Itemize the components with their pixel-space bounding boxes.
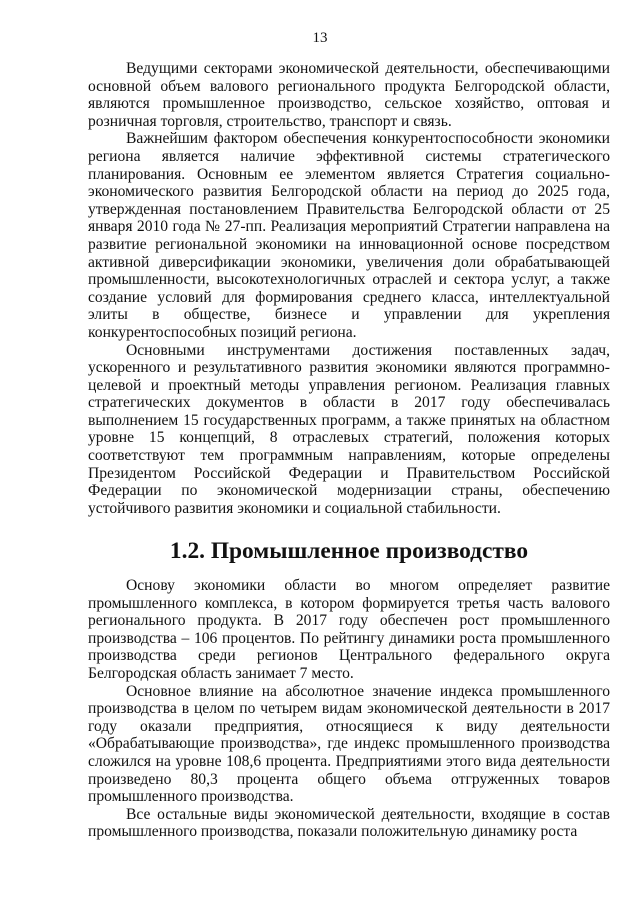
paragraph: Основными инструментами достижения поставленных задач, ускоренного и результативного развития экономики являются программно-целевой и проектный методы управления регионом. Реализация главных стратегических документов в области в 2017 году обеспечивалась выполнением 15 государственных программ, а также принятых на областном уровне 15 концепций, 8 отраслевых стратегий, положения которых соответствуют тем программным направлениям, которые определены Президентом Российской Федерации и Правительством Российской Федерации по экономической модернизации страны, обеспечению устойчивого развития экономики и социальной стабильности. (88, 341, 610, 517)
page-number: 13 (312, 30, 328, 46)
paragraph: Ведущими секторами экономической деятельности, обеспечивающими основной объем валового регионального продукта Белгородской области, являются промышленное производство, сельское хозяйство, оптовая и розничная торговля, строительство, транспорт и связь. (88, 60, 610, 130)
paragraph: Все остальные виды экономической деятельности, входящие в состав промышленного производства, показали положительную динамику роста (88, 805, 610, 841)
paragraph: Важнейшим фактором обеспечения конкурентоспособности экономики региона является наличие эффективной системы стратегического планирования. Основным ее элементом является Стратегия социально-экономического развития Белгородской области на период до 2025 года, утвержденная постановлением Правительства Белгородской области от 25 января 2010 года № 27-пп. Реализация мероприятий Стратегии направлена на развитие региональной экономики на инновационной основе посредством активной диверсификации экономики, увеличения доли обрабатывающей промышленности, высокотехнологичных отраслей и сектора услуг, а также создание условий для формирования среднего класса, интеллектуальной элиты в обществе, бизнесе и управлении для укрепления конкурентоспособных позиций региона. (88, 130, 610, 341)
document-body (88, 60, 610, 841)
section-heading: 1.2. Промышленное производство (169, 538, 529, 565)
paragraph: Основное влияние на абсолютное значение индекса промышленного производства в целом по четырем видам экономической деятельности в 2017 году оказали предприятия, относящиеся к виду деятельности «Обрабатывающие производства», где индекс промышленного производства сложился на уровне 108,6 процента. Предприятиями этого вида деятельности произведено 80,3 процента общего объема отгруженных товаров промышленного производства. (88, 682, 610, 806)
paragraph: Основу экономики области во многом определяет развитие промышленного комплекса, в котором формируется третья часть валового регионального продукта. В 2017 году обеспечен рост промышленного производства – 106 процентов. По рейтингу динамики роста промышленного производства среди регионов Центрального федерального округа Белгородская область занимает 7 место. (88, 577, 610, 682)
